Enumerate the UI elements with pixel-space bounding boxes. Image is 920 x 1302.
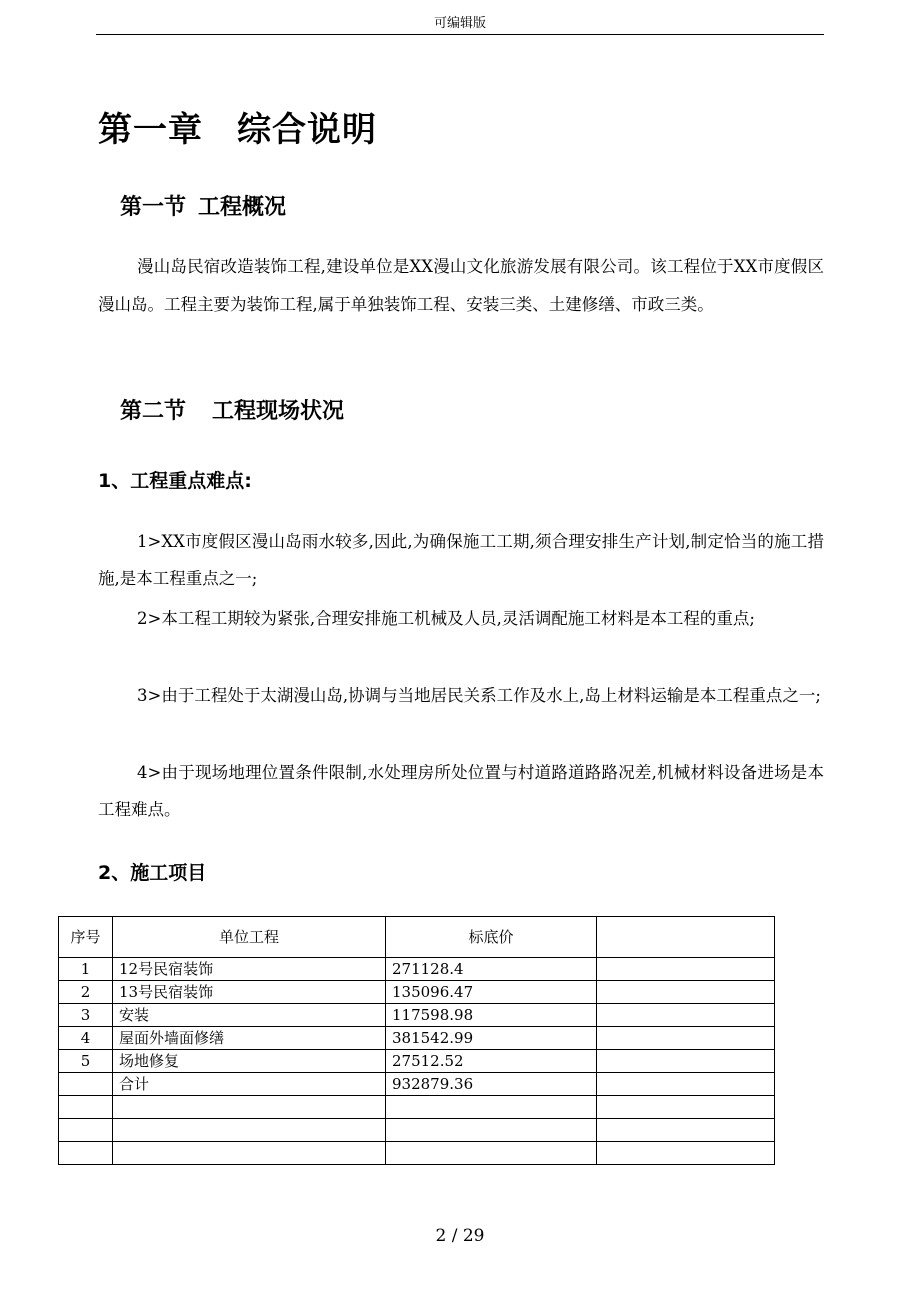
chapter-number: 第一章 [98, 110, 203, 150]
table-row [59, 1004, 775, 1027]
cell-empty [113, 1142, 386, 1165]
cell-no: 2 [59, 981, 113, 1004]
cell-no: 4 [59, 1027, 113, 1050]
cell-extra [597, 1050, 775, 1073]
chapter-title [98, 102, 377, 151]
cell-name: 安装 [113, 1004, 386, 1027]
table-empty-row [59, 1142, 775, 1165]
section-2-heading [120, 394, 344, 425]
table-empty-row [59, 1096, 775, 1119]
section-2-title: 工程现场状况 [212, 399, 345, 424]
cell-price: 381542.99 [386, 1027, 597, 1050]
cell-no [59, 1073, 113, 1096]
cell-empty [59, 1119, 113, 1142]
cell-price: 932879.36 [386, 1073, 597, 1096]
cell-empty [59, 1096, 113, 1119]
cell-name: 屋面外墙面修缮 [113, 1027, 386, 1050]
difficulty-item-4: 4>由于现场地理位置条件限制,水处理房所处位置与村道路道路路况差,机械材料设备进场是本工程难点。 [98, 763, 824, 819]
page-number: 2 / 29 [435, 1226, 485, 1246]
cell-name: 场地修复 [113, 1050, 386, 1073]
cell-name: 12号民宿装饰 [113, 958, 386, 981]
cell-empty [597, 1119, 775, 1142]
section-1-number: 第一节 [120, 195, 187, 220]
table-row [59, 958, 775, 981]
cell-extra [597, 1073, 775, 1096]
header-cell-no: 序号 [59, 917, 113, 958]
chapter-name: 综合说明 [237, 110, 377, 150]
cell-empty [597, 1142, 775, 1165]
cell-extra [597, 981, 775, 1004]
header-cell-name: 单位工程 [113, 917, 386, 958]
cell-price: 117598.98 [386, 1004, 597, 1027]
difficulty-item-3: 3>由于工程处于太湖漫山岛,协调与当地居民关系工作及水上,岛上材料运输是本工程重点之一; [137, 686, 821, 705]
cell-name: 13号民宿装饰 [113, 981, 386, 1004]
cell-extra [597, 1004, 775, 1027]
projects-table [58, 916, 775, 1165]
table-row [59, 981, 775, 1004]
section-1-heading [120, 190, 286, 221]
table-row [59, 1027, 775, 1050]
difficulties-heading: 1、工程重点难点: [98, 470, 252, 492]
table-row [59, 1050, 775, 1073]
cell-empty [386, 1096, 597, 1119]
difficulty-item-1: 1>XX市度假区漫山岛雨水较多,因此,为确保施工工期,须合理安排生产计划,制定恰当的施工措施,是本工程重点之一; [98, 532, 824, 588]
cell-price: 27512.52 [386, 1050, 597, 1073]
cell-price: 135096.47 [386, 981, 597, 1004]
header-cell-price: 标底价 [386, 917, 597, 958]
cell-extra [597, 1027, 775, 1050]
cell-no: 5 [59, 1050, 113, 1073]
cell-empty [386, 1119, 597, 1142]
table-header-row [59, 917, 775, 958]
page-header: 可编辑版 [433, 16, 486, 31]
cell-empty [597, 1096, 775, 1119]
cell-name: 合计 [113, 1073, 386, 1096]
cell-empty [386, 1142, 597, 1165]
cell-empty [113, 1119, 386, 1142]
cell-empty [59, 1142, 113, 1165]
table-total-row [59, 1073, 775, 1096]
table-empty-row [59, 1119, 775, 1142]
section-2-number: 第二节 [120, 399, 187, 424]
cell-price: 271128.4 [386, 958, 597, 981]
cell-extra [597, 958, 775, 981]
difficulty-item-2: 2>本工程工期较为紧张,合理安排施工机械及人员,灵活调配施工材料是本工程的重点; [137, 609, 755, 628]
section-1-paragraph: 漫山岛民宿改造装饰工程,建设单位是XX漫山文化旅游发展有限公司。该工程位于XX市度假区漫山岛。工程主要为装饰工程,属于单独装饰工程、安装三类、土建修缮、市政三类。 [98, 257, 824, 314]
header-cell-extra [597, 917, 775, 958]
projects-heading: 2、施工项目 [98, 862, 207, 884]
header-divider [96, 34, 824, 35]
section-1-title: 工程概况 [198, 195, 287, 220]
cell-no: 1 [59, 958, 113, 981]
cell-no: 3 [59, 1004, 113, 1027]
cell-empty [113, 1096, 386, 1119]
